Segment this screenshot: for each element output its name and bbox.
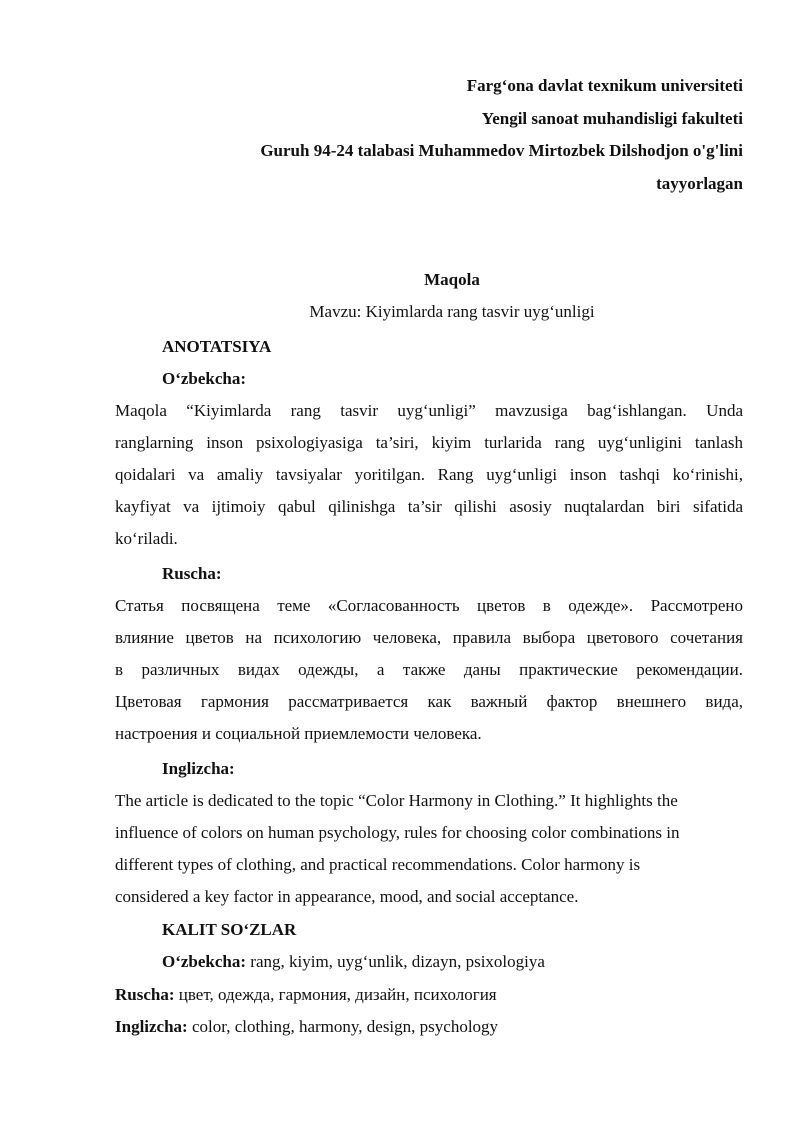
uzbek-paragraph-line: kayfiyat va ijtimoiy qabul qilinishga ta’sir qilishi asosiy nuqtalardan biri sifatida (115, 497, 743, 516)
uzbek-paragraph-line: Maqola “Kiyimlarda rang tasvir uyg‘unligi” mavzusiga bag‘ishlangan. Unda (115, 401, 743, 420)
annotation-heading: ANOTATSIYA (162, 337, 272, 356)
keywords-uzbek-label: O‘zbekcha: (162, 952, 247, 971)
russian-paragraph-line: настроения и социальной приемлемости человека. (115, 724, 482, 743)
english-paragraph-line: considered a key factor in appearance, mood, and social acceptance. (115, 887, 579, 906)
russian-paragraph-line: Цветовая гармония рассматривается как важный фактор внешнего вида, (115, 692, 743, 711)
uzbek-paragraph-line: qoidalari va amaliy tavsiyalar yoritilgan. Rang uyg‘unligi inson tashqi ko‘rinishi, (115, 465, 743, 484)
document-title: Maqola (424, 270, 480, 289)
keywords-heading: KALIT SO‘ZLAR (162, 920, 297, 939)
keywords-english (115, 1017, 743, 1037)
student-info: Guruh 94-24 talabasi Muhammedov Mirtozbek Dilshodjon o'g'lini (260, 141, 743, 160)
english-paragraph-line: different types of clothing, and practical recommendations. Color harmony is (115, 855, 641, 874)
uzbek-paragraph-line: ranglarning inson psixologiyasiga ta’siri, kiyim turlarida rang uyg‘unligini tanlash (115, 433, 743, 452)
russian-heading: Ruscha: (162, 564, 222, 583)
document-topic: Mavzu: Kiyimlarda rang tasvir uyg‘unligi (309, 302, 595, 321)
russian-paragraph-line: влияние цветов на психологию человека, правила выбора цветового сочетания (115, 628, 743, 647)
keywords-uzbek-text: rang, kiyim, uyg‘unlik, dizayn, psixologiya (246, 952, 545, 971)
keywords-russian-text: цвет, одежда, гармония, дизайн, психология (174, 985, 497, 1004)
keywords-english-text: color, clothing, harmony, design, psychology (187, 1017, 499, 1036)
english-paragraph-line: influence of colors on human psychology, rules for choosing color combinations in (115, 823, 680, 842)
author-header (260, 70, 743, 200)
keywords-english-label: Inglizcha: (115, 1017, 188, 1036)
uzbek-paragraph-line: ko‘riladi. (115, 529, 178, 548)
russian-paragraph-line: в различных видах одежды, а также даны практические рекомендации. (115, 660, 743, 679)
russian-paragraph-line: Статья посвящена теме «Согласованность цветов в одежде». Рассмотрено (115, 596, 743, 615)
uzbek-heading: O‘zbekcha: (162, 369, 247, 388)
keywords-russian (115, 985, 743, 1005)
faculty-name: Yengil sanoat muhandisligi fakulteti (481, 108, 743, 128)
prepared-by: tayyorlagan (656, 173, 743, 193)
english-heading: Inglizcha: (162, 759, 235, 778)
keywords-uzbek (162, 952, 790, 972)
keywords-russian-label: Ruscha: (115, 985, 175, 1004)
english-paragraph-line: The article is dedicated to the topic “Color Harmony in Clothing.” It highlights the (115, 791, 678, 810)
university-name: Farg‘ona davlat texnikum universiteti (466, 76, 743, 95)
